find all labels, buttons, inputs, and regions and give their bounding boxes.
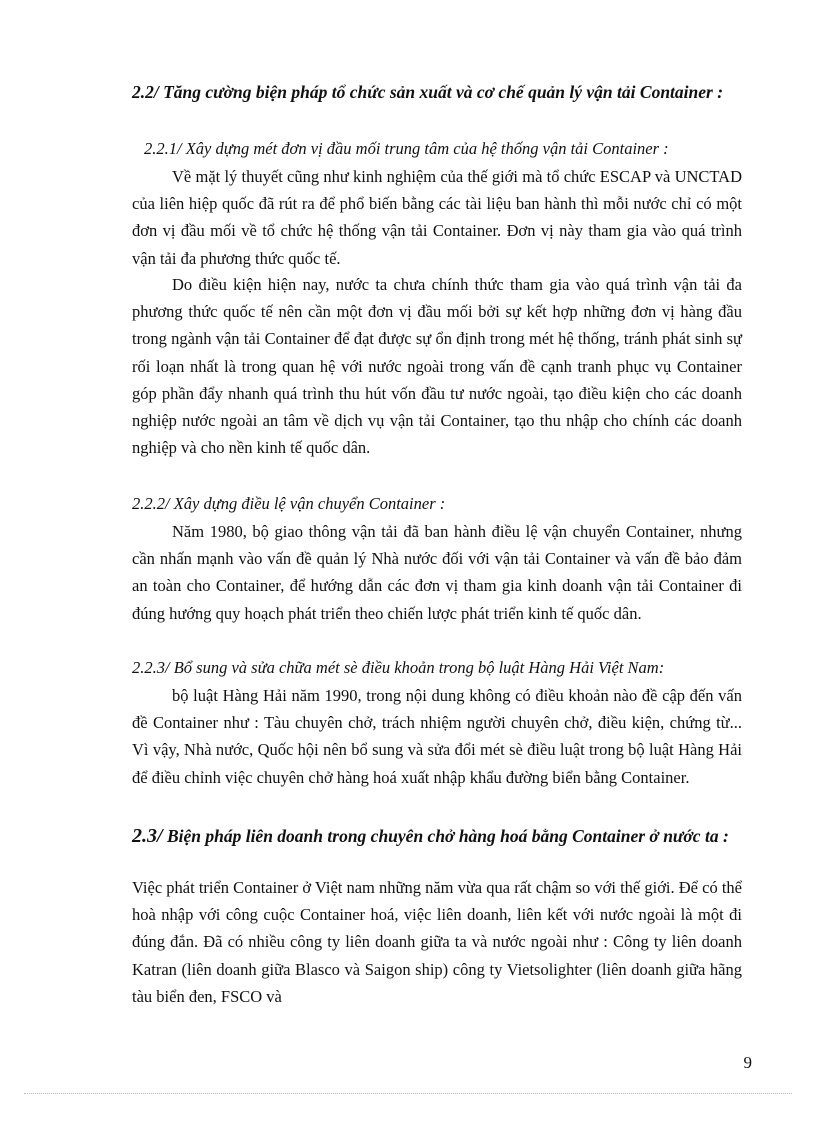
section-2-2-3-title: 2.2.3/ Bổ sung và sửa chữa mét sè điều khoản trong bộ luật Hàng Hải Việt Nam: (132, 658, 665, 677)
section-2-2-1-heading (144, 135, 744, 162)
section-2-3-heading (132, 822, 788, 851)
section-2-3-title: Biện pháp liên doanh trong chuyên chở hàng hoá bằng Container ở nước ta : (166, 826, 729, 846)
footer-divider (24, 1093, 792, 1094)
paragraph: bộ luật Hàng Hải năm 1990, trong nội dung không có điều khoản nào đề cập đến vấn đề Container như : Tàu chuyên chở, trách nhiệm người chuyên chở, điều kiện, chứng từ... Vì vậy, Nhà nước, Quốc hội nên bổ sung và sửa đổi mét sè điều luật trong bộ luật Hàng Hải để điều chỉnh việc chuyên chở hàng hoá xuất nhập khẩu đường biển bằng Container. (132, 686, 742, 787)
section-2-2-3-heading (132, 654, 742, 681)
section-2-2-1-title: 2.2.1/ Xây dựng mét đơn vị đầu mối trung tâm của hệ thống vận tải Container : (144, 139, 669, 158)
section-2-2-heading (132, 78, 742, 107)
paragraph: Việc phát triển Container ở Việt nam những năm vừa qua rất chậm so với thế giới. Để có thể hoà nhập với công cuộc Container hoá, việc liên doanh, liên kết với nước ngoài là một đi đúng đắn. Đã có nhiều công ty liên doanh giữa ta và nước ngoài như : Công ty liên doanh Katran (liên doanh giữa Blasco và Saigon ship) công ty Vietsolighter (liên doanh giữa hãng tàu biển đen, FSCO và (132, 878, 742, 1006)
section-2-2-2-title: 2.2.2/ Xây dựng điều lệ vận chuyển Container : (132, 494, 446, 513)
section-2-2-title: 2.2/ Tăng cường biện pháp tổ chức sản xuất và cơ chế quản lý vận tải Container : (132, 82, 724, 102)
paragraph: Do điều kiện hiện nay, nước ta chưa chính thức tham gia vào quá trình vận tải đa phương thức quốc tế nên cần một đơn vị đầu mối bởi sự kết hợp những đơn vị hàng đầu trong ngành vận tải Container để đạt được sự ổn định trong mét hệ thống, tránh phát sinh sự rối loạn nhất là trong quan hệ với nước ngoài trong vấn đề cạnh tranh phục vụ Container góp phần đẩy nhanh quá trình thu hút vốn đầu tư nước ngoài, tạo điều kiện cho các doanh nghiệp nước ngoài an tâm về dịch vụ vận tải Container, tạo thu nhập cho chính các doanh nghiệp và cho nền kinh tế quốc dân. (132, 275, 742, 458)
paragraph: Năm 1980, bộ giao thông vận tải đã ban hành điều lệ vận chuyển Container, nhưng cần nhấn mạnh vào vấn đề quản lý Nhà nước đối với vận tải Container và vấn đề bảo đảm an toàn cho Container, để hướng dẫn các đơn vị tham gia kinh doanh vận tải Container đi đúng hướng quy hoạch phát triển theo chiến lược phát triển kinh tế quốc dân. (132, 522, 742, 623)
paragraph: Về mặt lý thuyết cũng như kinh nghiệm của thế giới mà tổ chức ESCAP và UNCTAD của liên hiệp quốc đã rút ra để phổ biến bằng các tài liệu ban hành thì mỗi nước chỉ có một đơn vị đầu mối về tổ chức hệ thống vận tải Container. Đơn vị này tham gia vào quá trình vận tải đa phương thức quốc tế. (132, 167, 742, 268)
section-2-3-number: 2.3/ (132, 825, 163, 847)
section-2-2-2-heading (132, 490, 742, 517)
page-number: 9 (743, 1053, 752, 1072)
